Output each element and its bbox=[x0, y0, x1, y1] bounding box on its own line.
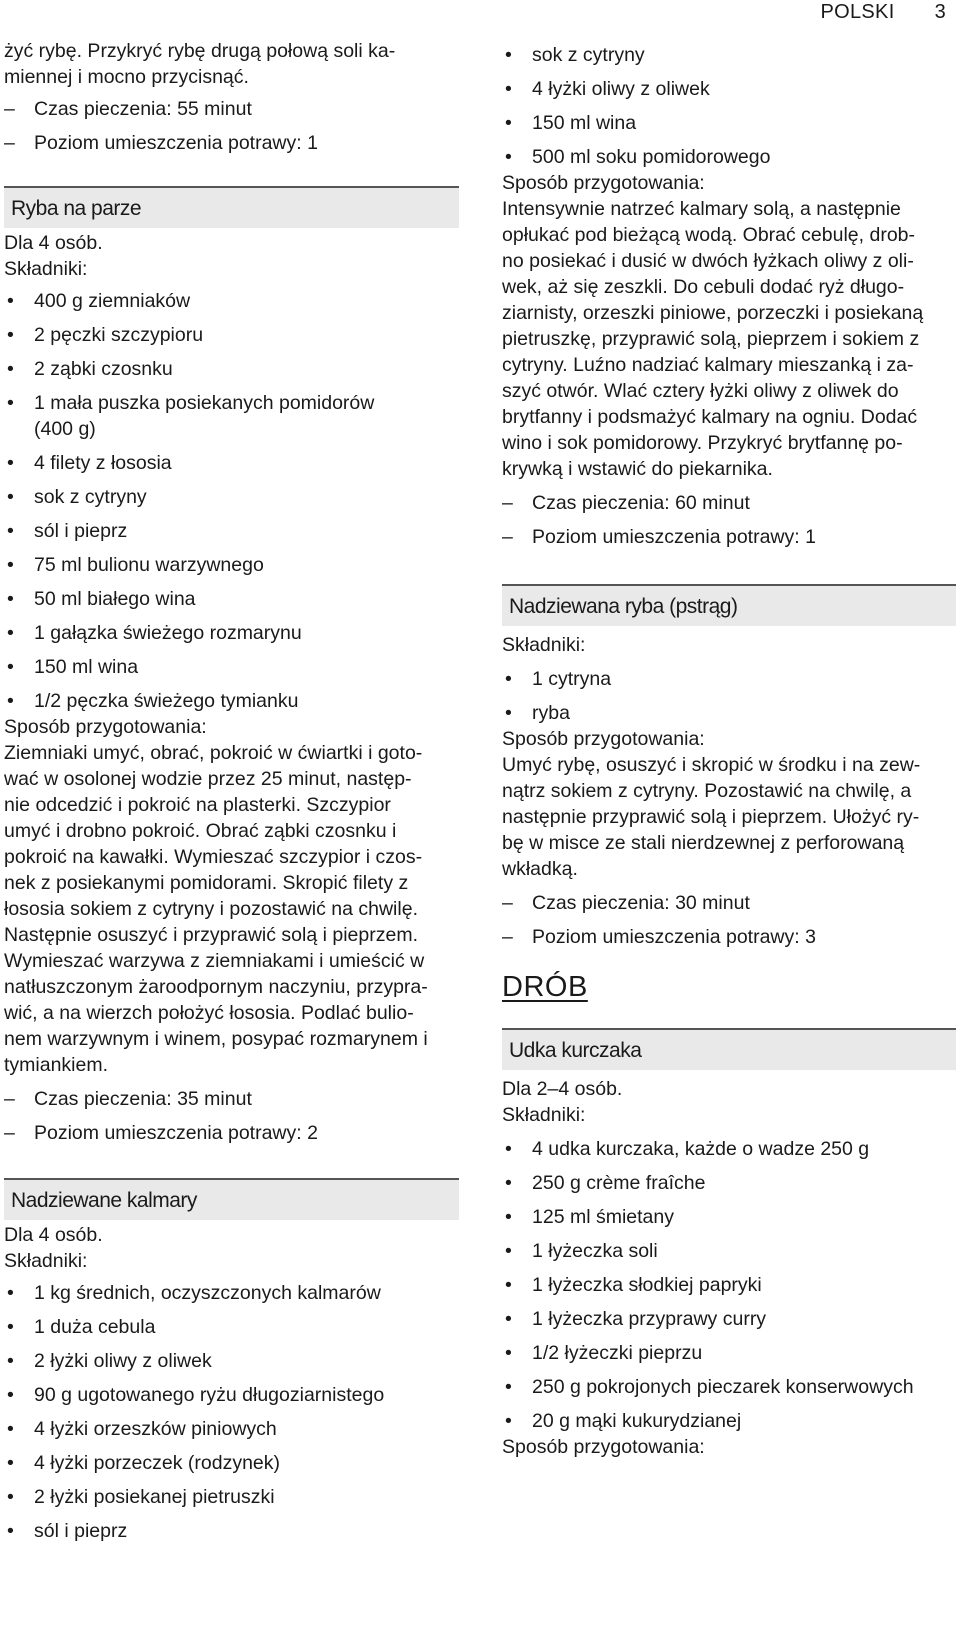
time-item: – Poziom umieszczenia potrawy: 3 bbox=[502, 926, 816, 948]
left-column bbox=[4, 38, 459, 1552]
list-item: • 75 ml bulionu warzywnego bbox=[7, 554, 264, 576]
time-item: – Czas pieczenia: 60 minut bbox=[502, 492, 750, 514]
recipe-title-ryba-na-parze: Ryba na parze bbox=[4, 186, 459, 228]
list-item: • sól i pieprz bbox=[7, 520, 128, 542]
time-item: – Czas pieczenia: 30 minut bbox=[502, 892, 750, 914]
ingredient-list bbox=[502, 666, 956, 726]
list-item: • 400 g ziemniaków bbox=[7, 290, 191, 312]
list-item: • 250 g crème fraîche bbox=[505, 1172, 706, 1194]
list-item: • 1/2 łyżeczki pieprzu bbox=[505, 1342, 703, 1364]
ingredient-list bbox=[4, 1280, 459, 1544]
right-column bbox=[502, 38, 956, 1460]
list-item: • 1 łyżeczka przyprawy curry bbox=[505, 1308, 767, 1330]
servings: Dla 4 osób. bbox=[4, 1224, 103, 1246]
list-item: • 50 ml białego wina bbox=[7, 588, 196, 610]
list-item: • sól i pieprz bbox=[7, 1520, 128, 1542]
list-item: • 125 ml śmietany bbox=[505, 1206, 674, 1228]
ingredient-list bbox=[4, 288, 459, 714]
list-item: • 1 cytryna bbox=[505, 668, 612, 690]
servings: Dla 4 osób. bbox=[4, 232, 103, 254]
prep-label: Sposób przygotowania: bbox=[502, 1436, 705, 1458]
list-item: • 1 duża cebula bbox=[7, 1316, 156, 1338]
prep-label: Sposób przygotowania: bbox=[4, 716, 207, 738]
list-item: • 250 g pokrojonych pieczarek konserwowych bbox=[505, 1376, 914, 1398]
list-item: • 1 łyżeczka słodkiej papryki bbox=[505, 1274, 762, 1296]
list-item: • 20 g mąki kukurydzianej bbox=[505, 1410, 742, 1432]
time-item: – Poziom umieszczenia potrawy: 1 bbox=[502, 526, 816, 548]
list-item: • 4 filety z łososia bbox=[7, 452, 172, 474]
time-item: – Poziom umieszczenia potrawy: 2 bbox=[4, 1122, 318, 1144]
list-item: • 2 pęczki szczypioru bbox=[7, 324, 204, 346]
list-item: • sok z cytryny bbox=[505, 44, 645, 66]
list-item: • 1 mała puszka posiekanych pomidorów (400 g) bbox=[7, 392, 375, 440]
time-item: – Czas pieczenia: 35 minut bbox=[4, 1088, 252, 1110]
list-item: • sok z cytryny bbox=[7, 486, 147, 508]
continuation-line-1: żyć rybę. Przykryć rybę drugą połową soli ka- bbox=[4, 40, 396, 62]
page-number: 3 bbox=[934, 0, 946, 23]
ingredients-label: Składniki: bbox=[502, 1104, 586, 1126]
prep-label: Sposób przygotowania: bbox=[502, 728, 705, 750]
recipe-title-nadziewane-kalmary: Nadziewane kalmary bbox=[4, 1178, 459, 1220]
ingredients-label: Składniki: bbox=[4, 1250, 88, 1272]
prep-text: Umyć rybę, osuszyć i skropić w środku i na zew- nątrz sokiem z cytryny. Pozostawić na chwilę, a następnie przyprawić solą i pieprzem. Ułożyć ry- bę w misce ze stali nierdzewnej z perforowaną wkładką. bbox=[502, 754, 921, 880]
list-item: • 90 g ugotowanego ryżu długoziarnistego bbox=[7, 1384, 385, 1406]
time-item: – Poziom umieszczenia potrawy: 1 bbox=[4, 132, 318, 154]
prep-label: Sposób przygotowania: bbox=[502, 172, 705, 194]
list-item: • 4 łyżki porzeczek (rodzynek) bbox=[7, 1452, 280, 1474]
ingredient-list-continued bbox=[502, 42, 956, 170]
list-item: • 1 gałązka świeżego rozmarynu bbox=[7, 622, 302, 644]
list-item: • 4 łyżki orzeszków piniowych bbox=[7, 1418, 277, 1440]
list-item: • 1/2 pęczka świeżego tymianku bbox=[7, 690, 299, 712]
ingredients-label: Składniki: bbox=[502, 634, 586, 656]
list-item: • 1 kg średnich, oczyszczonych kalmarów bbox=[7, 1282, 381, 1304]
prep-text: Intensywnie natrzeć kalmary solą, a następnie opłukać pod bieżącą wodą. Obrać cebulę, drob- no posiekać i dusić w dwóch łyżkach oliwy z oli- wek, aż się zeszkli. Do cebuli dodać ryż długo- ziarnisty, orzeszki piniowe, porzeczki i posiekaną pietruszkę, przyprawić solą, pieprzem i sokiem z cytryny. Luźno nadziać kalmary mieszanką i za- szyć otwór. Wlać cztery łyżki oliwy z oliwek do brytfanny i podsmażyć kalmary na ogniu. Dodać wino i sok pomidorowy. Przykryć brytfannę po- krywką i wstawić do piekarnika. bbox=[502, 198, 924, 480]
list-item: • 2 łyżki oliwy z oliwek bbox=[7, 1350, 212, 1372]
prep-text: Ziemniaki umyć, obrać, pokroić w ćwiartki i goto- wać w osolonej wodzie przez 25 minut, następ- nie odcedzić i pokroić na plasterki. Szczypior umyć i drobno pokroić. Obrać ząbki czosnku i pokroić na kawałki. Wymieszać szczypior i czos- nek z posiekanymi pomidorami. Skropić filety z łososia sokiem z cytryny i pozostawić na chwilę. Następnie osuszyć i przyprawić solą i pieprzem. Wymieszać warzywa z ziemniakami i umieścić w natłuszczonym żaroodpornym naczyniu, przypra- wić, a na wierzch położyć łososia. Podlać bulio- nem warzywnym i winem, posypać rozmarynem i tymiankiem. bbox=[4, 742, 428, 1076]
list-item: • 2 łyżki posiekanej pietruszki bbox=[7, 1486, 275, 1508]
list-item: • 150 ml wina bbox=[7, 656, 139, 678]
language-label: POLSKI bbox=[820, 0, 895, 23]
page-header bbox=[821, 0, 960, 24]
recipe-title-udka-kurczaka: Udka kurczaka bbox=[502, 1028, 956, 1070]
list-item: • ryba bbox=[505, 702, 570, 724]
servings: Dla 2–4 osób. bbox=[502, 1078, 623, 1100]
list-item: • 1 łyżeczka soli bbox=[505, 1240, 658, 1262]
ingredients-label: Składniki: bbox=[4, 258, 88, 280]
recipe-title-nadziewana-ryba: Nadziewana ryba (pstrąg) bbox=[502, 584, 956, 626]
time-item: – Czas pieczenia: 55 minut bbox=[4, 98, 252, 120]
continuation-line-2: miennej i mocno przycisnąć. bbox=[4, 66, 249, 88]
category-heading: DRÓB bbox=[502, 971, 588, 1003]
list-item: • 500 ml soku pomidorowego bbox=[505, 146, 771, 168]
list-item: • 4 udka kurczaka, każde o wadze 250 g bbox=[505, 1138, 870, 1160]
list-item: • 4 łyżki oliwy z oliwek bbox=[505, 78, 710, 100]
ingredient-list bbox=[502, 1136, 956, 1434]
list-item: • 2 ząbki czosnku bbox=[7, 358, 173, 380]
list-item: • 150 ml wina bbox=[505, 112, 637, 134]
